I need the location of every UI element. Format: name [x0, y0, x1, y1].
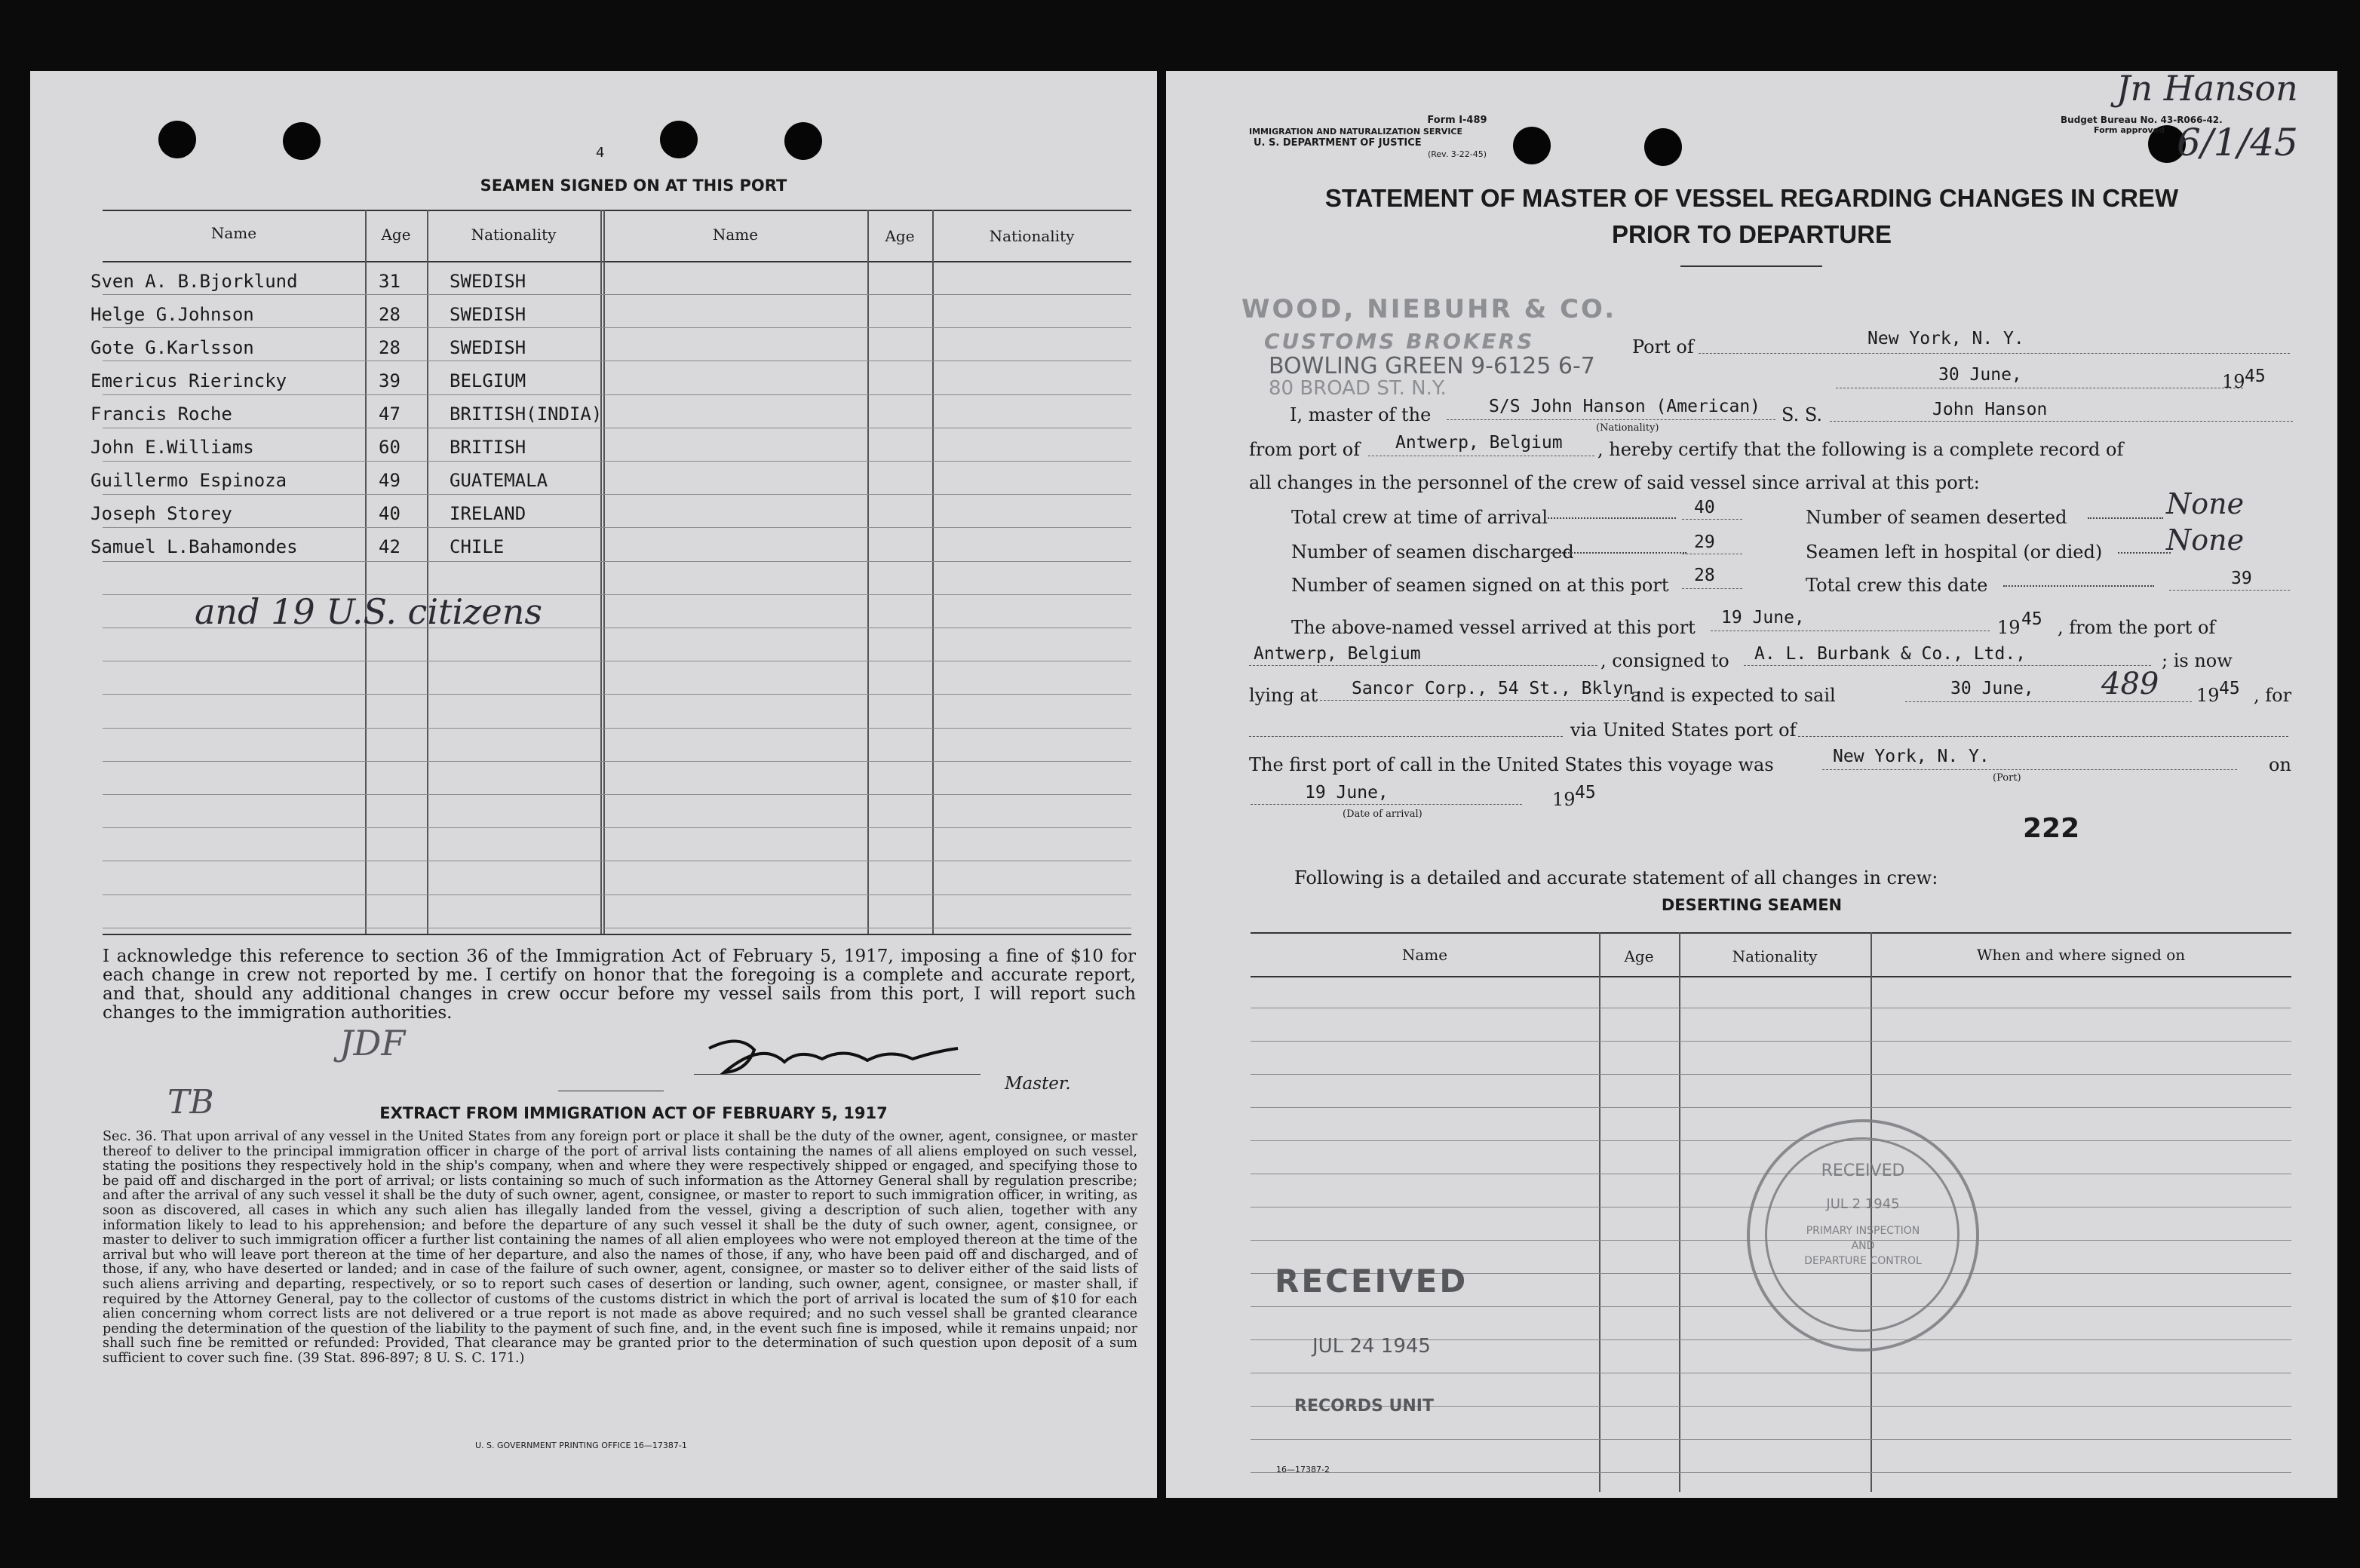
- margin-initials: TB: [167, 1083, 214, 1122]
- corner-handwritten-date: 6/1/45: [2177, 121, 2298, 164]
- sail-year: 45: [2219, 679, 2240, 698]
- page-number: 4: [596, 145, 605, 161]
- table-header-rule: [103, 261, 1131, 262]
- table-rule: [1251, 1107, 2291, 1108]
- punch-hole: [283, 122, 321, 160]
- seaman-age: 31: [379, 271, 400, 292]
- total-date-label: Total crew this date: [1806, 575, 1988, 596]
- table-rule: [103, 794, 1131, 795]
- port-of-value: New York, N. Y.: [1867, 329, 2024, 348]
- table-top-rule: [103, 210, 1131, 211]
- table-rule: [103, 461, 1131, 462]
- table-rule: [103, 394, 1131, 395]
- arrived-date: 19 June,: [1721, 608, 1805, 628]
- seaman-name: John E.Williams: [91, 437, 254, 458]
- via-label: via United States port of: [1570, 720, 1797, 741]
- table-rule: [103, 728, 1131, 729]
- deserting-title: DESERTING SEAMEN: [1661, 896, 1843, 914]
- first-port-value: New York, N. Y.: [1833, 747, 1990, 766]
- nationality-caption: (Nationality): [1596, 422, 1659, 434]
- first-port-date: 19 June,: [1305, 783, 1389, 802]
- ss-label: S. S.: [1782, 404, 1823, 425]
- col-age: Age: [381, 226, 411, 244]
- total-date-value: 39: [2231, 569, 2252, 588]
- left-page: [30, 71, 1157, 1498]
- seaman-name: Gote G.Karlsson: [91, 337, 254, 358]
- first-port-year: 45: [1575, 783, 1596, 802]
- table-rule: [103, 327, 1131, 328]
- form-approved: Form approved: [2094, 125, 2165, 135]
- table-rule: [103, 761, 1131, 762]
- budget-bureau: Budget Bureau No. 43-R066-42.: [2061, 115, 2223, 125]
- statement-year: 45: [2245, 367, 2266, 386]
- seaman-nationality: SWEDISH: [450, 304, 526, 325]
- margin-initials: JDF: [339, 1023, 406, 1063]
- arrived-label: The above-named vessel arrived at this port: [1291, 617, 1696, 638]
- from-port-value: Antwerp, Belgium: [1395, 433, 1563, 453]
- seaman-nationality: SWEDISH: [450, 337, 526, 358]
- date-of-arrival-caption: (Date of arrival): [1343, 809, 1422, 820]
- agency-line-2: U. S. DEPARTMENT OF JUSTICE: [1254, 137, 1422, 149]
- table-rule: [103, 827, 1131, 828]
- deserting-col-nationality: Nationality: [1732, 947, 1818, 965]
- seaman-age: 28: [379, 337, 400, 358]
- discharged-value: 29: [1694, 532, 1715, 552]
- seaman-nationality: IRELAND: [450, 503, 526, 524]
- corner-handwritten-name: Jn Hanson: [2116, 71, 2298, 109]
- table-rule: [103, 294, 1131, 295]
- master-of-label: I, master of the: [1290, 404, 1432, 425]
- round-inspection-stamp: RECEIVED JUL 2 1945 PRIMARY INSPECTION AND DEPARTURE CONTROL: [1747, 1119, 1979, 1352]
- table-rule: [1251, 1041, 2291, 1042]
- seaman-nationality: BRITISH: [450, 437, 526, 458]
- seaman-nationality: CHILE: [450, 536, 505, 557]
- hospital-label: Seamen left in hospital (or died): [1806, 542, 2103, 563]
- deserting-col-name: Name: [1401, 946, 1448, 964]
- punch-hole: [784, 122, 822, 160]
- table-rule: [103, 894, 1131, 895]
- seaman-nationality: BRITISH(INDIA): [450, 404, 603, 425]
- table-rule: [103, 694, 1131, 695]
- agency-line-1: IMMIGRATION AND NATURALIZATION SERVICE: [1249, 127, 1463, 137]
- deserting-col-age: Age: [1624, 947, 1654, 965]
- form-revision: (Rev. 3-22-45): [1427, 149, 1487, 159]
- seaman-age: 42: [379, 536, 400, 557]
- right-page: Form I-489 IMMIGRATION AND NATURALIZATION SERVICE U. S. DEPARTMENT OF JUSTICE (Rev. 3-22-45) Budget Bureau No. 43-R066-42. Form approved Jn Hanson 6/1/45 STATEMENT OF MASTER OF VESSEL REGARDING CHANGES IN CREW PRIOR TO DEPARTURE WOOD, NIEBUHR & CO. CUSTOMS BROKERS BOWLING GREEN 9-6125 6-7 80 BROAD ST. N.Y. Port of New York, N. Y. 30 June, 19 45 I, master of the S/S John Hanson (American) (Nationality) S. S. John Hanson from port of Antwerp, Belgium , hereby certify that the following is a complete record of all changes in the personnel of the crew of said vessel since arrival at this port: Total crew at time of arrival 40 Number of seamen deserted None Number of seamen discharged 29 Seamen left in hospital (or died) None Number of seamen signed on at this port 28 Total crew this date 39 The above-named vessel arrived at this port 19 June, 19 45 , from the port of Antwerp, Belgium , consigned to A. L. Burbank & Co., Ltd., ; is now lying at Sancor Corp., 54 St., Bklyn, and is expected to sail 30 June, 489 19 45 , for via United States port of The first port of call in the United States this voyage was New York, N. Y. (Port) on 19 June, (Date of arrival) 19 45 222 Following is a detailed and accurate statement of all changes in crew: DESERTING SEAMEN Name Age Nationality When and where signed on RECEIVED JUL 24 1945 RECORDS UNIT RECEIVED JUL 2 1945 PRIMARY INSPECTION AND DEPARTURE CONTROL 16—17387-2: [1166, 71, 2337, 1498]
- punch-hole: [660, 121, 698, 158]
- acknowledgement-text: I acknowledge this reference to section 36 of the Immigration Act of February 5, 1917, imposing a fine of $10 for each change in crew not reported by me. I certify on honor that the foregoing is a complete and accurate report, and that, should any additional changes in crew occur before my vessel sails from this port, I will report such changes to the immigration authorities.: [103, 947, 1136, 1023]
- handwritten-citizens-note: and 19 U.S. citizens: [195, 591, 542, 632]
- col-name: Name: [210, 224, 257, 242]
- hospital-value: None: [2166, 523, 2245, 557]
- deserting-col-signed-on: When and where signed on: [1976, 946, 2186, 964]
- form-title-line-1: STATEMENT OF MASTER OF VESSEL REGARDING CHANGES IN CREW: [1324, 184, 2179, 212]
- seaman-age: 40: [379, 503, 400, 524]
- lying-at: Sancor Corp., 54 St., Bklyn,: [1352, 679, 1644, 698]
- signed-on-value: 28: [1694, 566, 1715, 585]
- col-nationality: Nationality: [471, 226, 557, 244]
- arrived-year: 45: [2021, 609, 2042, 629]
- col-nationality-2: Nationality: [989, 227, 1075, 245]
- total-arrival-label: Total crew at time of arrival: [1291, 507, 1548, 528]
- lying-label: lying at: [1249, 685, 1318, 706]
- table-rule: [1251, 1439, 2291, 1440]
- master-label: Master.: [1005, 1074, 1071, 1094]
- printing-office: U. S. GOVERNMENT PRINTING OFFICE 16—17387-1: [475, 1441, 687, 1450]
- table-rule: [103, 527, 1131, 528]
- total-arrival-value: 40: [1694, 498, 1715, 517]
- seaman-age: 47: [379, 404, 400, 425]
- footer-code: 16—17387-2: [1276, 1465, 1330, 1474]
- sail-handwritten-code: 489: [2101, 667, 2159, 701]
- seaman-name: Emericus Rierincky: [91, 370, 287, 391]
- seaman-age: 39: [379, 370, 400, 391]
- ss-value: John Hanson: [1932, 400, 2048, 419]
- first-port-label: The first port of call in the United States this voyage was: [1249, 754, 1774, 775]
- sail-date: 30 June,: [1950, 679, 2034, 698]
- from-port-label: from port of: [1249, 439, 1361, 460]
- deserted-value: None: [2166, 487, 2245, 520]
- table-rule: [103, 561, 1131, 562]
- statement-date: 30 June,: [1938, 365, 2022, 385]
- vessel-of-nationality: S/S John Hanson (American): [1489, 397, 1761, 416]
- stamp-number: 222: [2023, 813, 2080, 844]
- port-of-label: Port of: [1632, 336, 1694, 357]
- form-number: Form I-489: [1427, 115, 1487, 126]
- signed-on-label: Number of seamen signed on at this port: [1291, 575, 1669, 596]
- table-rule: [1251, 1472, 2291, 1473]
- consigned-to: A. L. Burbank & Co., Ltd.,: [1754, 644, 2027, 664]
- seaman-nationality: BELGIUM: [450, 370, 526, 391]
- col-age-2: Age: [885, 227, 915, 245]
- port-caption: (Port): [1993, 772, 2021, 784]
- seaman-name: Joseph Storey: [91, 503, 232, 524]
- seaman-name: Guillermo Espinoza: [91, 470, 287, 491]
- extract-title: EXTRACT FROM IMMIGRATION ACT OF FEBRUARY 5, 1917: [379, 1104, 888, 1122]
- seaman-name: Helge G.Johnson: [91, 304, 254, 325]
- seaman-nationality: GUATEMALA: [450, 470, 548, 491]
- received-date: JUL 24 1945: [1312, 1335, 1431, 1358]
- section-36-text: Sec. 36. That upon arrival of any vessel in the United States from any foreign port or place it shall be the duty of the owner, agent, consignee, or master thereof to deliver to the principal immigration officer in charge of the port of arrival lists containing the names of all aliens employed on such vessel, stating the positions they respectively hold in the ship's company, when and where they were respectively shipped or engaged, and specifying those to be paid off and discharged in the port of arrival; or lists containing so much of such information as the Attorney General shall by regulation prescribe; and after the arrival of any such vessel it shall be the duty of such owner, agent, consignee, or master to report to such immigration officer, in writing, as soon as discovered, all cases in which any such alien has illegally landed from the vessel, giving a description of such alien, together with any information likely to lead to his apprehension; and before the departure of any such vessel it shall be the duty of such owner, agent, consignee, or master to deliver to such immigration officer a further list containing the names of all alien employees who were not employed thereon at the time of the arrival but who will leave port thereon at the time of her departure, and also the names of those, if any, who have been paid off and discharged, and of those, if any, who have deserted or landed; and in case of the failure of such owner, agent, consignee, or master so to deliver either of the said lists of such aliens arriving and departing, respectively, or so to report such cases of desertion or landing, such owner, agent, consignee, or master shall, if required by the Attorney General, pay to the collector of customs of the customs district in which the port of arrival is located the sum of $10 for each alien concerning whom correct lists are not delivered or a true report is not made as above required; and no such vessel shall be granted clearance pending the determination of the question of the liability to the payment of such fine, and, in the event such fine is imposed, while it remains unpaid; nor shall such fine be remitted or refunded: Provided, That clearance may be granted prior to the determination of such question upon deposit of a sum sufficient to cover such fine. (39 Stat. 896-897; 8 U. S. C. 171.): [103, 1129, 1137, 1366]
- seaman-age: 60: [379, 437, 400, 458]
- seaman-name: Francis Roche: [91, 404, 232, 425]
- section-title: SEAMEN SIGNED ON AT THIS PORT: [480, 176, 787, 195]
- seaman-age: 49: [379, 470, 400, 491]
- table-rule: [1251, 1074, 2291, 1075]
- records-unit: RECORDS UNIT: [1294, 1397, 1434, 1416]
- discharged-label: Number of seamen discharged: [1291, 542, 1574, 563]
- punch-hole: [158, 121, 196, 158]
- seaman-name: Sven A. B.Bjorklund: [91, 271, 298, 292]
- following-text: Following is a detailed and accurate statement of all changes in crew:: [1294, 867, 1938, 888]
- col-name-2: Name: [712, 226, 759, 244]
- received-stamp: RECEIVED: [1275, 1263, 1468, 1300]
- seaman-name: Samuel L.Bahamondes: [91, 536, 298, 557]
- table-rule: [103, 494, 1131, 495]
- seaman-nationality: SWEDISH: [450, 271, 526, 292]
- arrived-from: Antwerp, Belgium: [1254, 644, 1421, 664]
- deserted-label: Number of seamen deserted: [1806, 507, 2067, 528]
- seaman-age: 28: [379, 304, 400, 325]
- punch-hole: [1644, 128, 1682, 166]
- form-title-line-2: PRIOR TO DEPARTURE: [1612, 220, 1892, 248]
- table-rule: [1251, 1140, 2291, 1141]
